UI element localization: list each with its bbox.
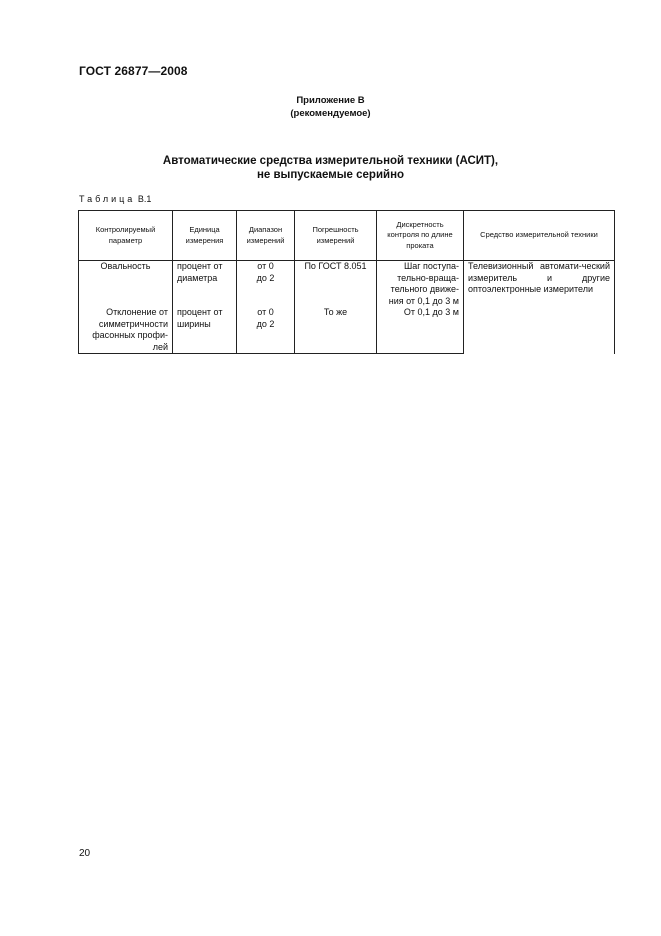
cell-unit: процент от диаметра	[173, 261, 237, 308]
cell-error: То же	[295, 307, 377, 354]
column-header: Контролируемый параметр	[79, 211, 173, 261]
column-header: Дискретность контроля по длине проката	[377, 211, 464, 261]
cell-discreteness: От 0,1 до 3 м	[377, 307, 464, 354]
column-header: Диапазон измерений	[237, 211, 295, 261]
heading-line-1: Автоматические средства измерительной техники (АСИТ),	[162, 155, 499, 167]
cell-range	[237, 261, 295, 308]
table-caption	[79, 194, 151, 204]
cell-discreteness: Шаг поступа-тельно-враща-тельного движе-ния от 0,1 до 3 м	[377, 261, 464, 308]
range-from: от 0	[257, 307, 274, 317]
range-to: до 2	[256, 272, 275, 283]
range-from: от 0	[257, 261, 274, 271]
cell-instrument: Телевизионный автомати-ческий измеритель и другие оптоэлектронные измерители	[464, 261, 615, 354]
asit-table	[78, 210, 615, 354]
range-to: до 2	[256, 318, 275, 329]
document-id: ГОСТ 26877—2008	[79, 64, 188, 78]
table-header-row	[79, 211, 615, 261]
cell-range	[237, 307, 295, 354]
table-caption-word: Таблица	[79, 194, 136, 204]
cell-error: По ГОСТ 8.051	[295, 261, 377, 308]
cell-parameter: Овальность	[79, 261, 173, 308]
table-caption-number: В.1	[137, 194, 152, 204]
annex-block	[0, 94, 661, 120]
section-heading	[0, 154, 661, 182]
column-header: Единица измерения	[173, 211, 237, 261]
column-header: Погрешность измерений	[295, 211, 377, 261]
heading-line-2: не выпускаемые серийно	[256, 169, 405, 181]
annex-status: (рекомендуемое)	[290, 108, 371, 119]
cell-unit: процент от ширины	[173, 307, 237, 354]
column-header: Средство измерительной техники	[464, 211, 615, 261]
table-row	[79, 261, 615, 308]
page-number: 20	[79, 848, 91, 859]
annex-title: Приложение В	[296, 95, 365, 106]
cell-parameter: Отклонение от симметричности фасонных профи-лей	[79, 307, 173, 354]
